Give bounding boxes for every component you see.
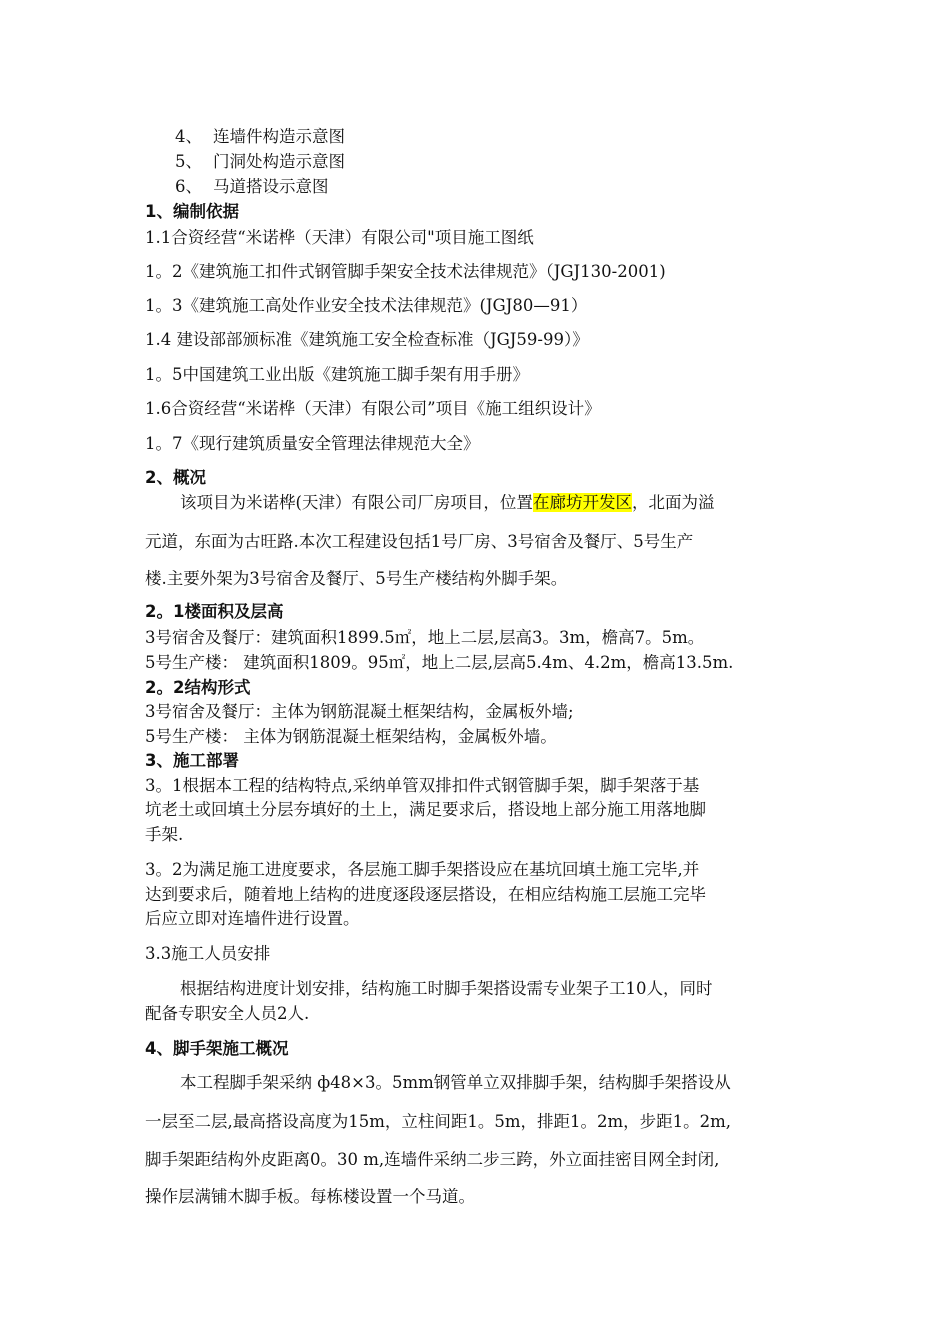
paragraph-line: 手架. — [145, 825, 184, 844]
paragraph-line: 3。1根据本工程的结构特点,采纳单管双排扣件式钢管脚手架，脚手架落于基 — [145, 776, 700, 795]
paragraph-line: 坑老土或回填土分层夯填好的土上，满足要求后，搭设地上部分施工用落地脚 — [145, 800, 706, 819]
paragraph-line: 一层至二层,最高搭设高度为15m，立柱间距1。5m，排距1。2m，步距1。2m, — [145, 1112, 732, 1131]
section-heading: 3、施工部署 — [145, 751, 239, 770]
reference-item: 1。3《建筑施工高处作业安全技术法律规范》(JGJ80—91） — [145, 296, 588, 315]
toc-item: 5、 门洞处构造示意图 — [175, 152, 345, 171]
reference-item: 1.4 建设部部颁标准《建筑施工安全检查标准（JGJ59-99）》 — [145, 330, 589, 349]
paragraph-line: 楼.主要外架为3号宿舍及餐厅、5号生产楼结构外脚手架。 — [145, 569, 568, 588]
reference-item: 1。2《建筑施工扣件式钢管脚手架安全技术法律规范》（JGJ130-2001) — [145, 262, 666, 281]
reference-item: 1。7《现行建筑质量安全管理法律规范大全》 — [145, 434, 480, 453]
paragraph-line: 操作层满铺木脚手板。每栋楼设置一个马道。 — [145, 1187, 475, 1206]
subsection-heading: 2。1楼面积及层高 — [145, 602, 284, 621]
paragraph-line: 后应立即对连墙件进行设置。 — [145, 909, 360, 928]
paragraph-line: 本工程脚手架采纳 ф48×3。5mm钢管单立双排脚手架，结构脚手架搭设从 — [180, 1073, 731, 1092]
paragraph-line: 5号生产楼： 主体为钢筋混凝土框架结构，金属板外墙。 — [145, 727, 557, 746]
paragraph-line: 5号生产楼： 建筑面积1809。95㎡，地上二层,层高5.4m、4.2m，檐高13.5m. — [145, 653, 734, 672]
section-heading: 2、概况 — [145, 468, 206, 487]
paragraph-line: 达到要求后，随着地上结构的进度逐段逐层搭设，在相应结构施工层施工完毕 — [145, 885, 706, 904]
section-heading: 1、编制依据 — [145, 202, 239, 221]
paragraph-line: 3号宿舍及餐厅：建筑面积1899.5㎡，地上二层,层高3。3m，檐高7。5m。 — [145, 628, 705, 647]
paragraph-line: 该项目为米诺桦(天津）有限公司厂房项目，位置在廊坊开发区，北面为溢 — [180, 493, 715, 512]
paragraph-line: 根据结构进度计划安排，结构施工时脚手架搭设需专业架子工10人，同时 — [180, 979, 713, 998]
paragraph-line: 脚手架距结构外皮距离0。30 m,连墙件采纳二步三跨，外立面挂密目网全封闭, — [145, 1150, 720, 1169]
subsection-heading: 3.3施工人员安排 — [145, 944, 271, 963]
paragraph-line: 配备专职安全人员2人. — [145, 1004, 310, 1023]
reference-item: 1.1合资经营“米诺桦（天津）有限公司"项目施工图纸 — [145, 228, 534, 247]
reference-item: 1。5中国建筑工业出版《建筑施工脚手架有用手册》 — [145, 365, 529, 384]
reference-item: 1.6合资经营“米诺桦（天津）有限公司”项目《施工组织设计》 — [145, 399, 601, 418]
highlighted-text: 在廊坊开发区 — [532, 493, 632, 512]
toc-item: 6、 马道搭设示意图 — [175, 177, 329, 196]
paragraph-line: 3。2为满足施工进度要求，各层施工脚手架搭设应在基坑回填土施工完毕,并 — [145, 860, 700, 879]
subsection-heading: 2。2结构形式 — [145, 678, 251, 697]
toc-item: 4、 连墙件构造示意图 — [175, 127, 345, 146]
paragraph-line: 元道，东面为古旺路.本次工程建设包括1号厂房、3号宿舍及餐厅、5号生产 — [145, 532, 694, 551]
section-heading: 4、脚手架施工概况 — [145, 1039, 289, 1058]
paragraph-line: 3号宿舍及餐厅：主体为钢筋混凝土框架结构，金属板外墙; — [145, 702, 574, 721]
